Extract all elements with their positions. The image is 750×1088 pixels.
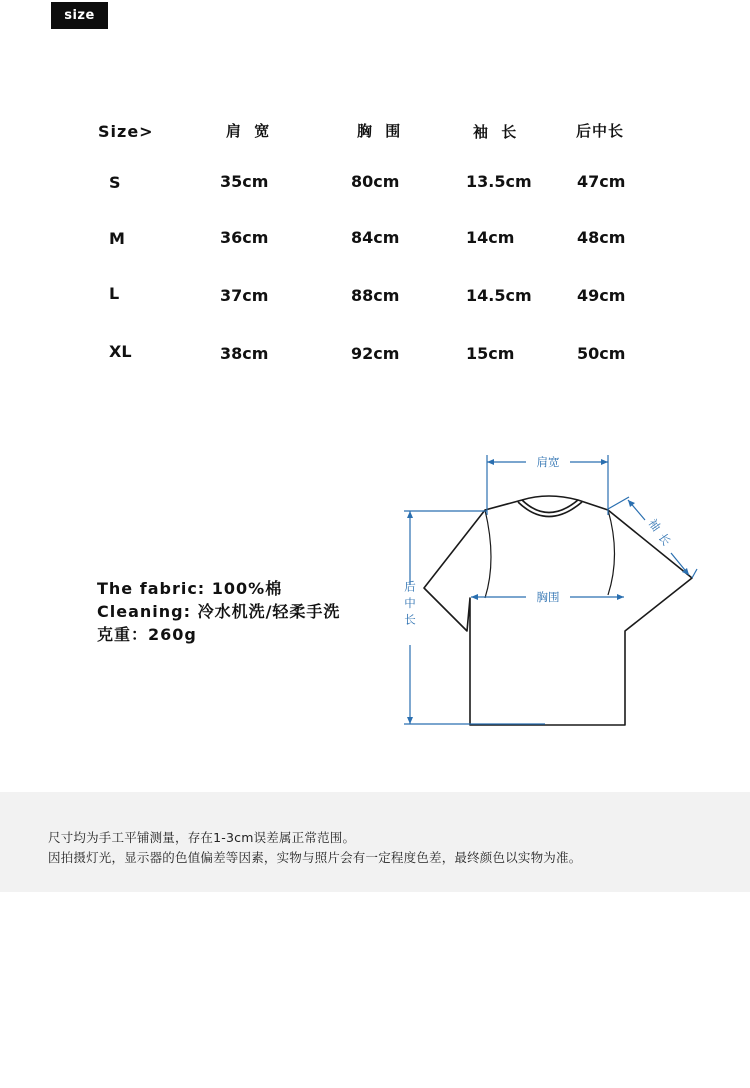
size-tag: size bbox=[51, 2, 108, 29]
cell-chest: 84cm bbox=[351, 228, 400, 247]
fabric-cleaning: Cleaning: 冷水机洗/轻柔手洗 bbox=[97, 602, 341, 621]
cell-chest: 92cm bbox=[351, 344, 400, 363]
cell-sleeve: 13.5cm bbox=[466, 172, 532, 191]
cell-size: L bbox=[109, 284, 120, 303]
header-shoulder: 肩 宽 bbox=[226, 122, 274, 140]
notes-panel bbox=[0, 792, 750, 892]
cell-chest: 80cm bbox=[351, 172, 400, 191]
cell-sleeve: 14.5cm bbox=[466, 286, 532, 305]
cell-length: 48cm bbox=[577, 228, 626, 247]
sleeve-guide-bottom bbox=[692, 569, 697, 578]
note-line-1: 尺寸均为手工平铺测量，存在1-3cm误差属正常范围。 bbox=[48, 830, 356, 845]
sleeve-label: 袖长 bbox=[645, 516, 678, 554]
cell-length: 47cm bbox=[577, 172, 626, 191]
header-chest: 胸 围 bbox=[357, 122, 405, 140]
cell-sleeve: 15cm bbox=[466, 344, 515, 363]
arrow-icon bbox=[628, 500, 635, 507]
cell-shoulder: 35cm bbox=[220, 172, 269, 191]
fabric-material: The fabric: 100%棉 bbox=[97, 579, 283, 598]
header-length: 后中长 bbox=[576, 122, 625, 140]
note-line-2: 因拍摄灯光，显示器的色值偏差等因素，实物与照片会有一定程度色差，最终颜色以实物为准。 bbox=[48, 850, 582, 865]
header-size: Size> bbox=[98, 122, 154, 141]
length-label: 后中长 bbox=[403, 580, 417, 630]
arrow-icon bbox=[407, 511, 413, 518]
chest-label: 胸围 bbox=[536, 590, 560, 604]
arrow-icon bbox=[487, 459, 494, 465]
cell-size: XL bbox=[109, 342, 132, 361]
cell-sleeve: 14cm bbox=[466, 228, 515, 247]
cell-shoulder: 36cm bbox=[220, 228, 269, 247]
cell-shoulder: 37cm bbox=[220, 286, 269, 305]
arrow-icon bbox=[407, 717, 413, 724]
cell-length: 50cm bbox=[577, 344, 626, 363]
tshirt-diagram bbox=[395, 445, 705, 745]
cell-length: 49cm bbox=[577, 286, 626, 305]
shoulder-label: 肩宽 bbox=[536, 455, 560, 469]
cell-size: S bbox=[109, 173, 121, 192]
header-sleeve: 袖 长 bbox=[473, 123, 521, 141]
fabric-weight: 克重：260g bbox=[97, 625, 197, 644]
cell-chest: 88cm bbox=[351, 286, 400, 305]
arrow-icon bbox=[601, 459, 608, 465]
sleeve-guide-top bbox=[608, 497, 629, 509]
cell-size: M bbox=[109, 229, 125, 248]
cell-shoulder: 38cm bbox=[220, 344, 269, 363]
